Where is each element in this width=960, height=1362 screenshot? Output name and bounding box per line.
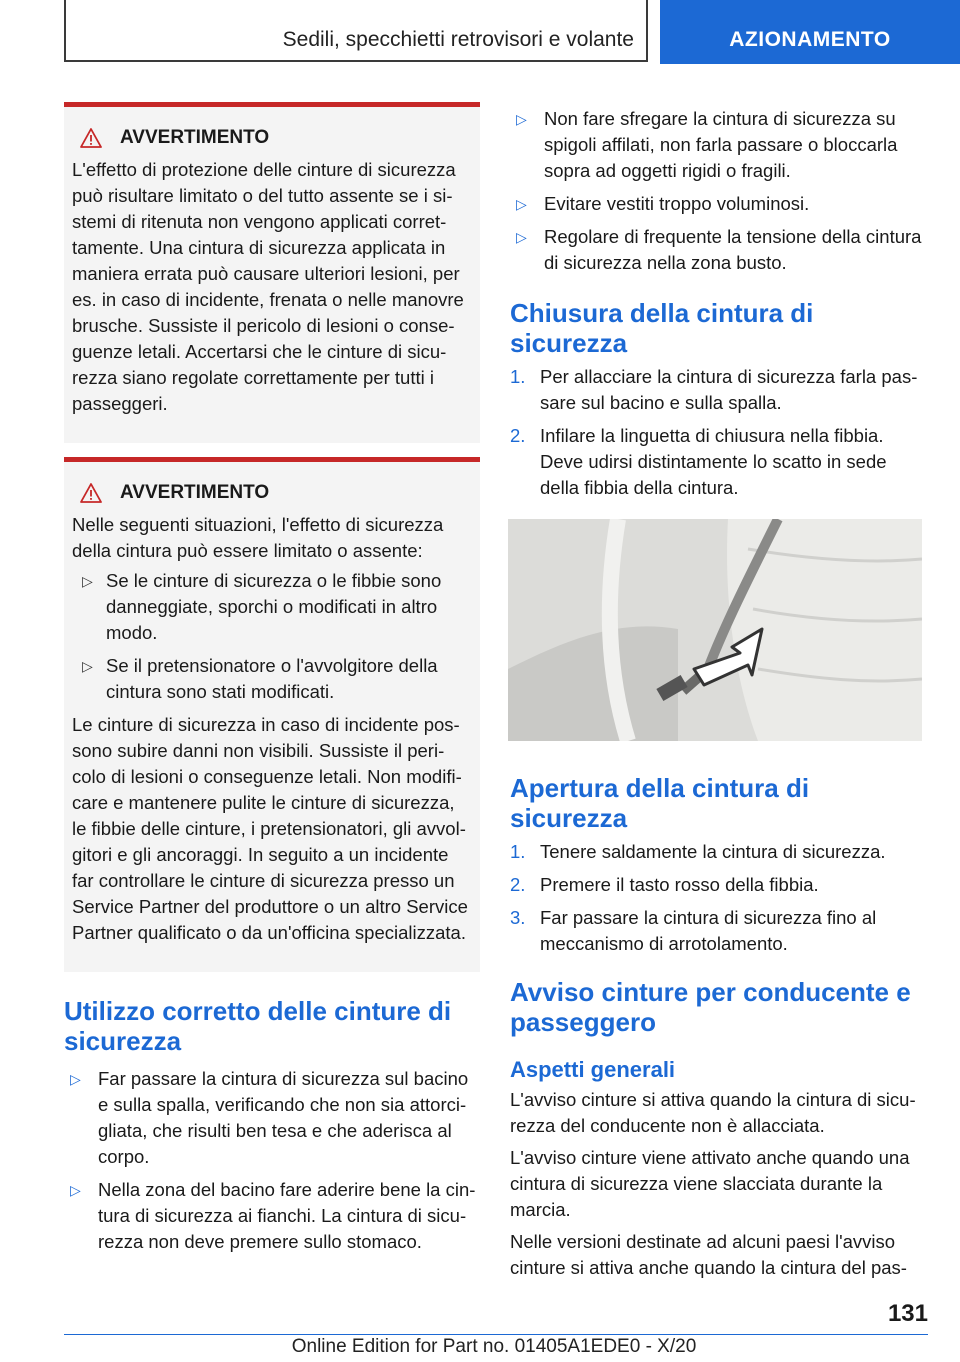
warning-intro: Nelle seguenti situazioni, l'effetto di sicurezza della cintura può essere limitato o assente: xyxy=(72,514,444,561)
list-item xyxy=(510,191,930,217)
list-item-text: Regolare di frequente la tensione della cintura di sicurezza nella zona busto. xyxy=(544,226,922,273)
warning-title: AVVERTIMENTO xyxy=(120,482,270,503)
step-text: Infilare la linguetta di chiusura nella fibbia. Deve udirsi distintamente lo scatto in sede della fibbia della cintura. xyxy=(540,425,887,498)
step-item xyxy=(510,839,930,865)
warning-heading xyxy=(80,482,472,504)
unfasten-steps xyxy=(510,839,930,957)
step-number: 3. xyxy=(510,907,526,928)
seat-belt-illustration xyxy=(508,519,922,741)
step-number: 2. xyxy=(510,425,526,446)
paragraph: L'avviso cinture viene attivato anche quando una cintura di sicurezza viene slacciata durante la marcia. xyxy=(510,1147,910,1220)
step-text: Tenere saldamente la cintura di sicurezza. xyxy=(540,841,886,862)
section-title: Sedili, specchietti retrovisori e volante xyxy=(282,28,634,51)
chapter-tab xyxy=(660,0,960,64)
step-item xyxy=(510,872,930,898)
heading-fasten-belt: Chiusura della cintura di sicurezza xyxy=(510,298,814,358)
warning-box-2 xyxy=(64,457,480,972)
step-item xyxy=(510,364,930,416)
heading-belt-reminder: Avviso cinture per conducente e passeggero xyxy=(510,977,911,1037)
heading-correct-use: Utilizzo corretto delle cinture di sicurezza xyxy=(64,996,452,1056)
correct-use-list xyxy=(64,1066,480,1255)
warning-triangle-icon xyxy=(80,483,102,503)
list-item xyxy=(72,568,472,646)
triangle-right-icon: ▷ xyxy=(70,1071,81,1087)
list-item-text: Evitare vestiti troppo voluminosi. xyxy=(544,193,810,214)
paragraph: L'avviso cinture si attiva quando la cintura di sicurezza del conducente non è allacciata. xyxy=(510,1089,916,1136)
list-item-text: Non fare sfregare la cintura di sicurezza su spigoli affilati, non farla passare o bloccarla sopra ad oggetti rigidi o fragili. xyxy=(544,108,898,181)
footer-divider xyxy=(64,1334,928,1335)
step-number: 1. xyxy=(510,841,526,862)
footer-edition: Online Edition for Part no. 01405A1EDE0 - X/20 xyxy=(291,1336,697,1357)
page-header xyxy=(0,0,960,66)
step-item xyxy=(510,423,930,501)
triangle-right-icon: ▷ xyxy=(70,1182,81,1198)
triangle-right-icon: ▷ xyxy=(516,111,527,127)
section-header-box xyxy=(64,0,648,62)
list-item-text: Nella zona del bacino fare aderire bene la cintura di sicurezza ai fianchi. La cintura di sicurezza non deve premere sullo stomaco. xyxy=(98,1179,476,1252)
heading-unfasten-belt: Apertura della cintura di sicurezza xyxy=(510,773,810,833)
list-item xyxy=(64,1177,480,1255)
paragraph: Nelle versioni destinate ad alcuni paesi l'avviso cinture si attiva anche quando la cintura del pas- xyxy=(510,1231,907,1278)
subheading-general: Aspetti generali xyxy=(510,1057,676,1082)
step-number: 2. xyxy=(510,874,526,895)
list-item xyxy=(510,224,930,276)
warning-box-1 xyxy=(64,102,480,443)
chapter-title: AZIONAMENTO xyxy=(729,28,891,51)
correct-use-list-continued xyxy=(510,106,930,276)
seat-belt-buckle-image xyxy=(508,519,922,741)
list-item-text: Far passare la cintura di sicurezza sul bacino e sulla spalla, verificando che non sia attorcigliata, che risulti ben tesa e che aderisca al corpo. xyxy=(98,1068,469,1167)
warning-heading xyxy=(80,127,472,149)
fasten-steps xyxy=(510,364,930,501)
triangle-right-icon: ▷ xyxy=(516,196,527,212)
step-text: Premere il tasto rosso della fibbia. xyxy=(540,874,819,895)
triangle-right-icon: ▷ xyxy=(516,229,527,245)
list-item-text: Se il pretensionatore o l'avvolgitore della cintura sono stati modificati. xyxy=(106,655,438,702)
warning-list xyxy=(72,568,472,705)
right-column xyxy=(510,100,930,1281)
list-item xyxy=(72,653,472,705)
warning-triangle-icon xyxy=(80,128,102,148)
warning-text: L'effetto di protezione delle cinture di sicurezza può risultare limitato o del tutto assente se i sistemi di ritenuta non vengono applicati correttamente. Una cintura di sicurezza applicata in maniera errata può causare ulteriori lesioni, per es. in caso di incidente, frenata o nelle manovre brusche. Sussiste il pericolo di lesioni o conseguenze letali. Accertarsi che le cinture di sicurezza siano regolate correttamente per tutti i passeggeri. xyxy=(72,159,464,414)
left-column xyxy=(64,102,480,1262)
triangle-right-icon: ▷ xyxy=(82,573,93,589)
step-item xyxy=(510,905,930,957)
warning-text: Le cinture di sicurezza in caso di incidente possono subire danni non visibili. Sussiste il pericolo di lesioni o conseguenze letali. Non modificare e mantenere pulite le cinture di sicurezza, le fibbie delle cinture, i pretensionatori, gli avvolgitori e gli ancoraggi. In seguito a un incidente far controllare le cinture di sicurezza presso un Service Partner del produttore o un altro Service Partner qualificato o da un'officina specializzata. xyxy=(72,714,468,943)
step-text: Far passare la cintura di sicurezza fino al meccanismo di arrotolamento. xyxy=(540,907,877,954)
list-item xyxy=(64,1066,480,1170)
list-item-text: Se le cinture di sicurezza o le fibbie sono danneggiate, sporchi o modificati in altro modo. xyxy=(106,570,442,643)
step-number: 1. xyxy=(510,366,526,387)
step-text: Per allacciare la cintura di sicurezza farla passare sul bacino e sulla spalla. xyxy=(540,366,918,413)
list-item xyxy=(510,106,930,184)
page-number: 131 xyxy=(887,1300,928,1327)
warning-title: AVVERTIMENTO xyxy=(120,127,270,148)
triangle-right-icon: ▷ xyxy=(82,658,93,674)
